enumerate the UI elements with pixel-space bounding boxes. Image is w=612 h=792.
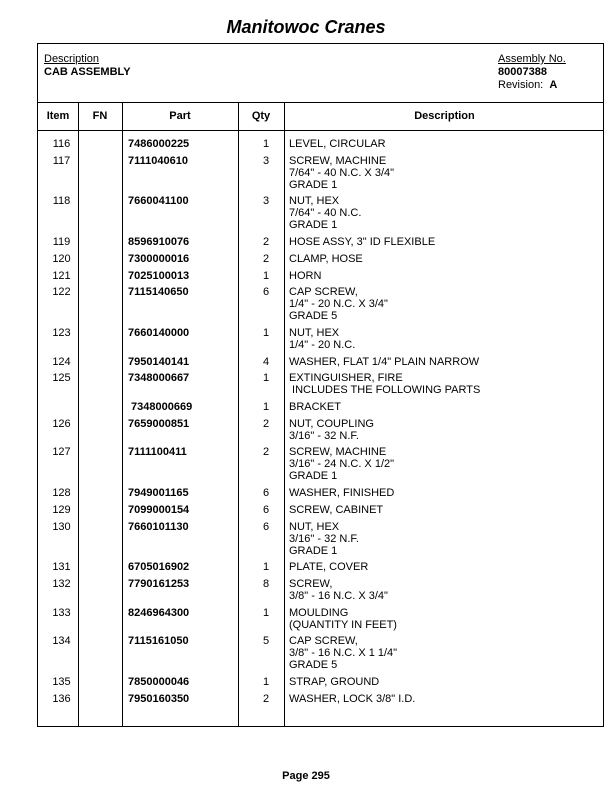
row-qty: 1 [262, 561, 270, 574]
row-description [289, 356, 479, 368]
row-item: 129 [52, 503, 71, 516]
row-part-number: 7111100411 [128, 446, 187, 459]
row-description-line: GRADE 1 [289, 544, 338, 557]
row-part-number: 7659000851 [128, 417, 190, 430]
row-description-line: NUT, HEX [289, 326, 340, 339]
row-description-line: SCREW, MACHINE [289, 154, 387, 167]
row-item: 125 [52, 372, 71, 385]
parts-list-frame [37, 43, 604, 727]
row-part-number: 7348000669 [128, 401, 193, 413]
row-qty: 1 [262, 326, 270, 339]
row-qty: 8 [262, 577, 270, 590]
row-description-line: GRADE 1 [289, 470, 338, 483]
row-description-line: HORN [289, 269, 322, 282]
page-title: Manitowoc Cranes [226, 17, 386, 37]
row-part-number: 7099000154 [128, 503, 190, 516]
row-item: 128 [52, 487, 71, 500]
row-item: 130 [52, 520, 71, 533]
description-value: CAB ASSEMBLY [44, 66, 131, 78]
row-description [289, 418, 374, 442]
row-qty: 1 [262, 606, 270, 619]
row-qty: 1 [262, 372, 270, 385]
row-description-line: 1/4" - 20 N.C. [289, 338, 356, 351]
row-part-number: 7850000046 [128, 676, 190, 688]
row-item: 134 [52, 635, 71, 648]
row-description-line: 7/64" - 40 N.C. X 3/4" [289, 166, 395, 179]
row-qty: 4 [262, 355, 270, 368]
row-item: 121 [52, 269, 71, 282]
row-description [289, 578, 388, 602]
row-description [289, 676, 379, 688]
revision-line [498, 79, 566, 92]
row-qty: 2 [262, 446, 270, 459]
row-description-line: 7/64" - 40 N.C. [289, 207, 362, 220]
row-qty: 2 [262, 417, 270, 430]
row-part-number: 7111040610 [128, 154, 188, 167]
row-description-line: WASHER, LOCK 3/8" I.D. [289, 692, 416, 705]
row-item: 122 [52, 286, 71, 299]
row-description-line: MOULDING [289, 606, 349, 619]
row-description-line: WASHER, FLAT 1/4" PLAIN NARROW [289, 355, 480, 368]
row-description-line: 1/4" - 20 N.C. X 3/4" [289, 298, 388, 311]
row-part-number: 7660101130 [128, 520, 189, 533]
assembly-label: Assembly No. [498, 53, 566, 65]
row-description-line: CAP SCREW, [289, 286, 358, 299]
row-qty: 1 [262, 138, 270, 150]
row-qty: 3 [262, 154, 270, 167]
row-description-line: 3/16" - 32 N.F. [289, 532, 359, 545]
column-header-description: Description [414, 110, 475, 122]
row-description [289, 401, 341, 413]
row-description [289, 286, 388, 322]
row-description [289, 236, 435, 248]
row-description-line: CLAMP, HOSE [289, 252, 363, 265]
row-part-number: 6705016902 [128, 561, 190, 574]
row-qty: 6 [262, 503, 270, 516]
row-part-number: 7348000667 [128, 372, 190, 385]
column-header-fn: FN [92, 110, 108, 122]
row-part-number: 7486000225 [128, 138, 190, 150]
row-part-number: 8596910076 [128, 236, 190, 249]
row-description-line: HOSE ASSY, 3" ID FLEXIBLE [289, 236, 436, 249]
assembly-value: 80007388 [498, 66, 547, 78]
assembly-number-block [498, 53, 566, 92]
row-description [289, 504, 383, 516]
row-item: 116 [52, 138, 71, 150]
row-description-line: GRADE 5 [289, 310, 338, 323]
row-part-number: 7115161050 [128, 635, 189, 648]
description-label: Description [44, 53, 100, 65]
row-description-line: GRADE 1 [289, 219, 338, 232]
row-description-line: NUT, HEX [289, 195, 340, 208]
row-part-number: 7950140141 [128, 355, 190, 368]
row-item: 127 [52, 446, 71, 459]
row-part-number: 7790161253 [128, 577, 190, 590]
row-description-line: PLATE, COVER [289, 561, 369, 574]
row-description [289, 693, 415, 705]
row-description [289, 446, 394, 482]
row-item: 120 [52, 252, 71, 265]
row-item: 133 [52, 606, 71, 619]
column-header-item: Item [46, 110, 70, 122]
row-part-number: 7025100013 [128, 269, 190, 282]
row-description-line: NUT, COUPLING [289, 417, 374, 430]
row-qty: 2 [262, 236, 270, 249]
column-header-part: Part [169, 110, 191, 122]
row-description-line: SCREW, CABINET [289, 503, 384, 516]
row-qty: 1 [262, 676, 270, 688]
row-description-line: CAP SCREW, [289, 635, 358, 648]
row-qty: 5 [262, 635, 270, 648]
row-item: 119 [52, 236, 71, 249]
row-part-number: 7949001165 [128, 487, 189, 500]
row-description [289, 195, 361, 231]
row-description-line: GRADE 1 [289, 178, 338, 191]
row-qty: 3 [262, 195, 270, 208]
row-qty: 2 [262, 252, 270, 265]
row-description [289, 138, 386, 150]
row-description-line: SCREW, MACHINE [289, 446, 387, 459]
row-description-line: 3/8" - 16 N.C. X 3/4" [289, 589, 388, 602]
row-description-line: 3/16" - 24 N.C. X 1/2" [289, 458, 395, 471]
row-item: 126 [52, 417, 71, 430]
row-description-line: EXTINGUISHER, FIRE [289, 372, 403, 385]
row-description-line: (QUANTITY IN FEET) [289, 618, 397, 631]
row-description [289, 253, 363, 265]
row-part-number: 7660041100 [128, 195, 189, 208]
page-number: Page 295 [282, 770, 330, 782]
row-description [289, 372, 480, 396]
row-description-line: 3/8" - 16 N.C. X 1 1/4" [289, 647, 398, 660]
row-qty: 6 [262, 286, 270, 299]
row-item: 124 [52, 355, 71, 368]
row-description [289, 155, 394, 191]
row-description-line: 3/16" - 32 N.F. [289, 429, 359, 442]
row-part-number: 7660140000 [128, 326, 190, 339]
row-qty: 6 [262, 487, 270, 500]
row-description [289, 270, 321, 282]
row-item: 135 [52, 676, 71, 688]
row-item: 132 [52, 577, 71, 590]
row-part-number: 7115140650 [128, 286, 189, 299]
row-item: 131 [52, 561, 71, 574]
row-qty: 2 [262, 692, 270, 705]
row-description-line: STRAP, GROUND [289, 676, 380, 688]
row-description-line: GRADE 5 [289, 659, 338, 672]
row-description-line: INCLUDES THE FOLLOWING PARTS [289, 384, 481, 397]
row-description-line: WASHER, FINISHED [289, 487, 395, 500]
row-part-number: 7950160350 [128, 692, 190, 705]
row-item: 136 [52, 692, 71, 705]
row-item: 117 [52, 154, 71, 167]
row-part-number: 7300000016 [128, 252, 190, 265]
row-description-line: BRACKET [289, 401, 341, 413]
row-description-line: SCREW, [289, 577, 333, 590]
column-divider [122, 103, 123, 726]
row-description-line: LEVEL, CIRCULAR [289, 138, 386, 150]
column-header-qty: Qty [251, 110, 271, 122]
row-part-number: 8246964300 [128, 606, 190, 619]
row-description [289, 607, 397, 631]
row-qty: 6 [262, 520, 270, 533]
row-description [289, 327, 355, 351]
row-qty: 1 [262, 269, 270, 282]
revision-label: Revision: [498, 79, 544, 91]
assembly-description-block [44, 53, 131, 79]
row-description [289, 635, 397, 671]
row-description [289, 561, 368, 573]
row-qty: 1 [262, 401, 270, 413]
row-description-line: NUT, HEX [289, 520, 340, 533]
revision-value: A [549, 79, 558, 91]
row-item: 123 [52, 326, 71, 339]
row-item: 118 [52, 195, 71, 208]
row-description [289, 521, 359, 557]
row-description [289, 487, 394, 499]
